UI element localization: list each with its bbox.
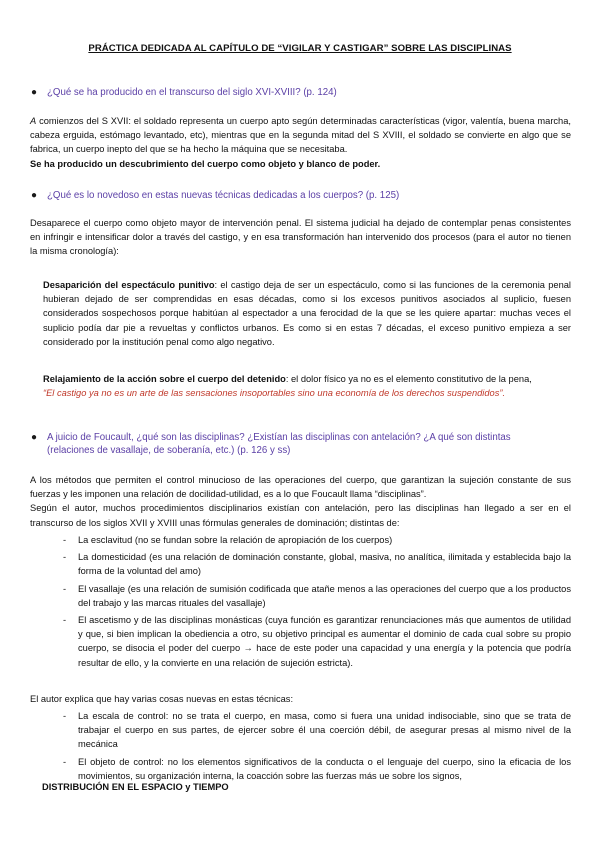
dash-icon: - [63, 552, 67, 563]
answer-1-conclusion: Se ha producido un descubrimiento del cuerpo como objeto y blanco de poder. [30, 158, 381, 169]
point-1-text: : el castigo deja de ser un espectáculo, como si las funciones de la ceremonia penal hubieran dejado de ser comprendidas en esas décadas, como si los excesos punitivos asociados al suplicio, fuesen considerados sospechosos porque habitúan al espectador a una ferocidad de la que se les quiere apartar: muchas veces el suplicio podía dar pie a revueltas y conflictos urbanos. Es como si en estas 7 décadas, el exceso punitivo empieza a ser considerado por la institución penal como algo negativo. [43, 280, 571, 347]
question-1 [31, 86, 337, 99]
document-title: PRÁCTICA DEDICADA AL CAPÍTULO DE “VIGILAR Y CASTIGAR” SOBRE LAS DISCIPLINAS [88, 43, 512, 54]
answer-2-text: Desaparece el cuerpo como objeto mayor de intervención penal. El sistema judicial ha dejado de contemplar penas consistentes en infringir e intensificar dolor a través del castigo, y en esa transformación han intervenido dos procesos (para el autor no tienen la misma cronología): [30, 218, 571, 257]
answer-4-list [30, 709, 571, 786]
list-item: - El objeto de control: no los elementos significativos de la conducta o el lenguaje del cuerpo, sino la eficacia de los movimientos, su organización interna, la coacción sobre las fuerzas más ue sobre los signos, [63, 756, 571, 781]
dash-icon: - [63, 535, 67, 545]
answer-4-intro: El autor explica que hay varias cosas nuevas en estas técnicas: [30, 694, 294, 704]
answer-1-lead: A [30, 116, 37, 126]
question-3 [31, 431, 511, 457]
dash-icon: - [63, 615, 67, 626]
question-2 [31, 189, 399, 202]
answer-3-text-2: Según el autor, muchos procedimientos disciplinarios existían con antelación, pero las disciplinas han llegado a ser en el transcurso de los siglos XVII y XVIII unas fórmulas generales de dominación; distintas de: [30, 503, 571, 528]
bullet-icon: ● [31, 87, 38, 98]
answer-2-intro [30, 216, 571, 259]
answer-2-point-2 [43, 372, 571, 400]
point-2-quote: “El castigo ya no es un arte de las sensaciones insoportables sino una economía de los derechos suspendidos”. [43, 388, 506, 399]
answer-2-point-1 [43, 278, 571, 349]
point-2-heading: Relajamiento de la acción sobre el cuerpo del detenido [43, 374, 286, 384]
list-item: - El vasallaje (es una relación de sumisión codificada que atañe menos a las operaciones del cuerpo que a los productos del trabajo y las marcas rituales del vasallaje) [63, 583, 571, 608]
question-3-line-2: (relaciones de vasallaje, de soberanía, etc.) (p. 126 y ss) [47, 445, 291, 456]
question-1-text: ¿Qué se ha producido en el transcurso del siglo XVI-XVIII? (p. 124) [47, 87, 337, 98]
point-1-heading: Desaparición del espectáculo punitivo [43, 280, 215, 290]
dash-icon: - [63, 756, 67, 767]
section-heading: DISTRIBUCIÓN EN EL ESPACIO y TIEMPO [42, 782, 229, 792]
dash-icon: - [63, 583, 67, 594]
question-2-text: ¿Qué es lo novedoso en estas nuevas técnicas dedicadas a los cuerpos? (p. 125) [47, 190, 400, 201]
answer-3 [30, 473, 571, 530]
answer-1-text: comienzos del S XVII: el soldado representa un cuerpo apto según determinadas características (vigor, valentía, buena marcha, cabeza erguida, estómago levantado, etc), mientras que en la segunda mitad del S XVIII, el soldado se convierte en algo que se fabrica, un cuerpo inepto del que se ha hecho la máquina que se necesitaba. [30, 116, 571, 155]
list-item: - El ascetismo y de las disciplinas monásticas (cuya función es garantizar renunciaciones más que aumentos de utilidad y que, si bien implican la obediencia a otro, su objetivo principal es aumentar el dominio de cada cual sobre su propio cuerpo, se disocia el poder del cuerpo → hace de este poder una capacidad y una energía y la potencia que podría resultar de ello, y la convierte en una relación de sujeción estricta). [63, 615, 571, 668]
list-item: - La domesticidad (es una relación de dominación constante, global, masiva, no analítica, ilimitada y establecida bajo la forma de la voluntad del amo) [63, 552, 571, 577]
list-item: - La escala de control: no se trata el cuerpo, en masa, como si fuera una unidad indisociable, sino que se trata de trabajar el cuerpo en sus partes, de ejercer sobre él una coerción débil, de asegurar presas al mismo nivel de la mecánica [63, 711, 571, 750]
list-item: - La esclavitud (no se fundan sobre la relación de apropiación de los cuerpos) [30, 533, 571, 547]
bullet-icon: ● [31, 190, 38, 201]
bullet-icon: ● [31, 432, 38, 443]
answer-3-text-1: A los métodos que permiten el control minucioso de las operaciones del cuerpo, que garantizan la sujeción constante de sus fuerzas y les imponen una relación de docilidad-utilidad, es a lo que Foucault llama “disciplinas”. [30, 475, 571, 500]
question-3-line-1: A juicio de Foucault, ¿qué son las disciplinas? ¿Existían las disciplinas con antelación? ¿A qué son distintas [47, 432, 511, 443]
dash-icon: - [63, 711, 67, 721]
answer-3-list [30, 533, 571, 673]
point-2-text: : el dolor físico ya no es el elemento constitutivo de la pena, [285, 374, 532, 384]
answer-1 [30, 114, 571, 171]
